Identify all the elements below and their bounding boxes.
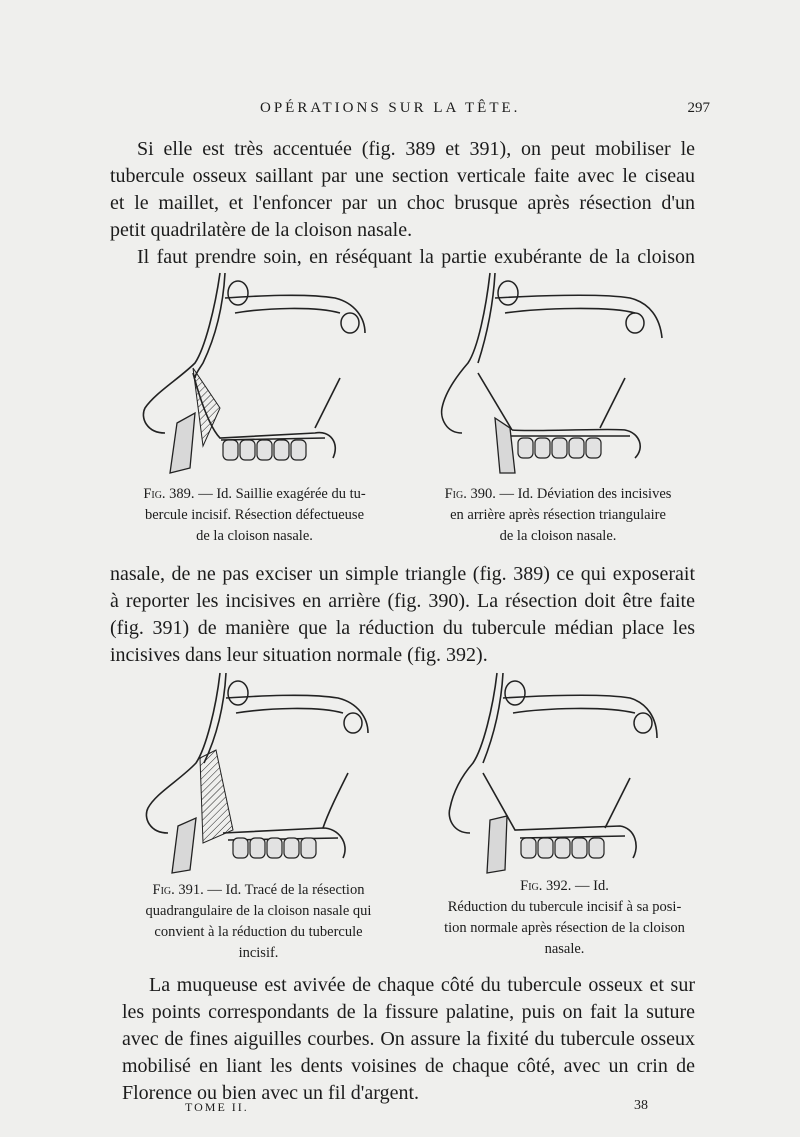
fig-392-label: Fig. 392. (520, 878, 572, 894)
paragraph-1-line-3: et le maillet, et l'enfoncer par un choc brusque après résection d'un (110, 192, 695, 214)
caption-fig-390: Fig. 390. — Id. Déviation des incisives en arrière après résection triangulaire de la cloison nasale. (444, 486, 672, 544)
fig-389-label: Fig. 389. (143, 486, 195, 502)
figure-390-illustration (430, 268, 680, 483)
figure-391 (128, 668, 388, 883)
paragraph-1-line-1: Si elle est très accentuée (fig. 389 et 391), on peut mobiliser le (137, 138, 695, 160)
paragraph-4-line-4: mobilisé en liant les dents voisines de chaque côté, avec un crin de (122, 1055, 695, 1077)
page-number: 297 (687, 100, 710, 116)
running-title: OPÉRATIONS SUR LA TÊTE. (260, 100, 521, 116)
paragraph-3-line-3: (fig. 391) de manière que la réduction du tubercule médian place les (110, 617, 695, 639)
paragraph-4-line-2: les points correspondants de la fissure palatine, puis on fait la suture (122, 1001, 695, 1023)
running-head (110, 100, 710, 124)
caption-fig-391: Fig. 391. — Id. Tracé de la résection quadrangulaire de la cloison nasale qui convient à la réduction du tubercule incisif. (145, 882, 372, 961)
caption-fig-392: Fig. 392. — Id. Réduction du tubercule incisif à sa posi- tion normale après résection de la cloison nasale. (444, 878, 685, 957)
figure-390 (430, 268, 680, 483)
paragraph-3-line-2: à reporter les incisives en arrière (fig. 390). La résection doit être faite (110, 590, 695, 612)
paragraph-3-line-1: nasale, de ne pas exciser un simple triangle (fig. 389) ce qui exposerait (110, 563, 695, 585)
figure-392-illustration (435, 668, 675, 883)
paragraph-3-line-4: incisives dans leur situation normale (fig. 392). (110, 644, 488, 666)
fig-390-label: Fig. 390. (444, 486, 496, 502)
footer-signature: 38 (634, 1098, 648, 1113)
figure-392 (435, 668, 675, 883)
figure-389-illustration (125, 268, 385, 483)
paragraph-4-line-1: La muqueuse est avivée de chaque côté du tubercule osseux et sur (149, 974, 695, 996)
figure-391-illustration (128, 668, 388, 883)
footer-tome: TOME II. (185, 1100, 249, 1114)
caption-fig-389: Fig. 389. — Id. Saillie exagérée du tu- bercule incisif. Résection défectueuse de la cloison nasale. (143, 486, 366, 544)
paragraph-1-line-2: tubercule osseux saillant par une section verticale faite avec le ciseau (110, 165, 695, 187)
paragraph-1-line-4: petit quadrilatère de la cloison nasale. (110, 219, 413, 241)
figure-389 (125, 268, 385, 483)
fig-391-label: Fig. 391. (152, 882, 204, 898)
paragraph-2-line-1: Il faut prendre soin, en réséquant la partie exubérante de la cloison (137, 246, 695, 268)
paragraph-4-line-5: Florence ou bien avec un fil d'argent. (122, 1082, 420, 1104)
paragraph-4-line-3: avec de fines aiguilles courbes. On assure la fixité du tubercule osseux (122, 1028, 695, 1050)
